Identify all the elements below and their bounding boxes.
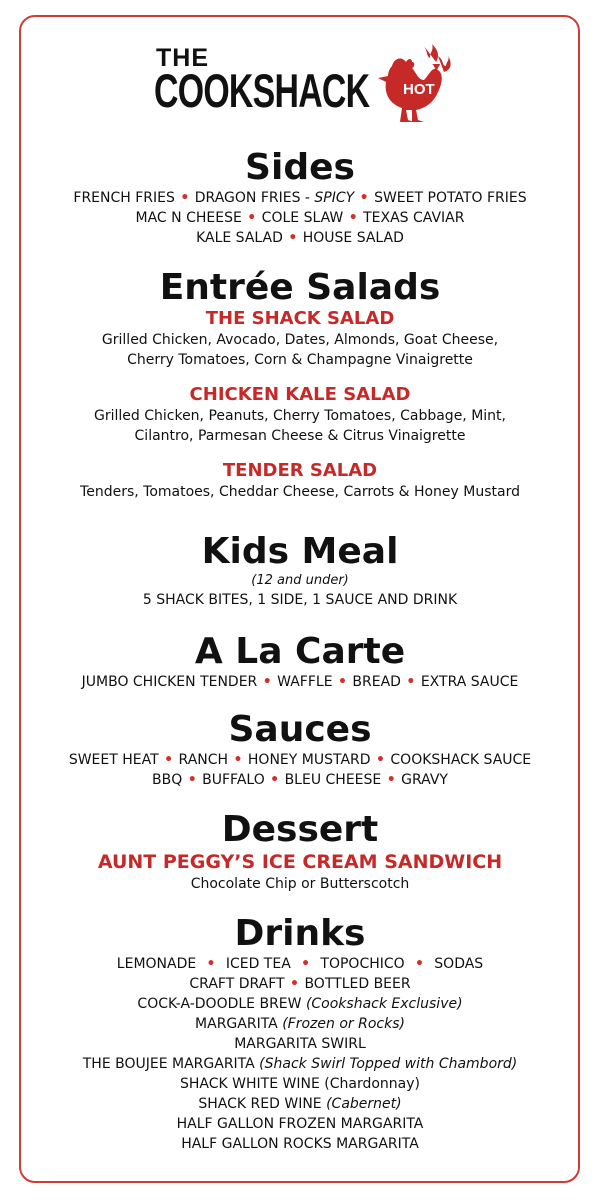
drink-note: (Frozen or Rocks) [282, 1016, 405, 1032]
section-dessert [20, 810, 580, 894]
menu-item: TEXAS CAVIAR [363, 210, 465, 226]
section-title: Kids Meal [201, 531, 399, 572]
drink-name: MARGARITA SWIRL [234, 1036, 366, 1052]
rooster-icon [372, 44, 452, 128]
menu-item: EXTRA SAUCE [420, 674, 519, 690]
drink-line [20, 1114, 580, 1134]
drink-line [20, 1034, 580, 1054]
drink-name: THE BOUJEE MARGARITA [82, 1056, 260, 1072]
kids-line: 5 SHACK BITES, 1 SIDE, 1 SAUCE AND DRINK [142, 592, 458, 608]
logo-name: COOKSHACK [154, 64, 370, 117]
drink-name: COCK-A-DOODLE BREW [137, 996, 306, 1012]
drinks-row-1: LEMONADE • ICED TEA • TOPOCHICO • SODAS [116, 956, 484, 972]
menu-item: SWEET HEAT [68, 752, 159, 768]
menu-item: JUMBO CHICKEN TENDER [81, 674, 258, 690]
menu-item: GRAVY [401, 772, 448, 788]
menu-item: RANCH [178, 752, 229, 768]
menu-item: CRAFT DRAFT [189, 976, 285, 992]
drink-line [20, 1134, 580, 1154]
drink-line [20, 994, 580, 1014]
drink-name: HALF GALLON ROCKS MARGARITA [181, 1136, 419, 1152]
drink-name: SHACK WHITE WINE [180, 1076, 325, 1092]
salad-desc: Grilled Chicken, Peanuts, Cherry Tomatoes, Cabbage, Mint, [94, 408, 506, 424]
drink-line [20, 1014, 580, 1034]
drink-name: SHACK RED WINE [198, 1096, 327, 1112]
section-title: A La Carte [194, 631, 406, 672]
dessert-name: AUNT PEGGY’S ICE CREAM SANDWICH [97, 851, 503, 873]
menu-item: BUFFALO [202, 772, 265, 788]
salad-desc: Cherry Tomatoes, Corn & Champagne Vinaigrette [127, 352, 473, 368]
menu-item: COOKSHACK SAUCE [390, 752, 532, 768]
menu-item: ICED TEA [225, 956, 291, 972]
dessert-desc: Chocolate Chip or Butterscotch [190, 876, 410, 892]
menu-item-note: SPICY [314, 190, 355, 206]
section-drinks [20, 914, 580, 1154]
a-la-carte-row: JUMBO CHICKEN TENDER • WAFFLE • BREAD • EXTRA SAUCE [81, 674, 519, 690]
section-title: Drinks [234, 913, 366, 954]
drink-note: (Chardonnay) [324, 1076, 420, 1092]
logo-hot: HOT [403, 81, 435, 98]
drink-note: (Cabernet) [326, 1096, 402, 1112]
menu-item: BBQ [152, 772, 183, 788]
section-title: Sides [245, 147, 355, 188]
salad-desc: Cilantro, Parmesan Cheese & Citrus Vinaigrette [134, 428, 466, 444]
menu-item: DRAGON FRIES - [194, 190, 315, 206]
salad-name: TENDER SALAD [222, 460, 378, 481]
section-title: Dessert [221, 809, 379, 850]
salad-name: CHICKEN KALE SALAD [189, 384, 411, 405]
drink-note: (Shack Swirl Topped with Chambord) [259, 1056, 518, 1072]
menu-item: BOTTLED BEER [304, 976, 411, 992]
logo-the: THE [156, 44, 209, 72]
section-a-la-carte [20, 632, 580, 692]
section-kids-meal [20, 532, 580, 610]
drink-line [20, 1074, 580, 1094]
section-entree-salads [20, 268, 580, 502]
menu-item: TOPOCHICO [320, 956, 405, 972]
menu-item: MAC N CHEESE [135, 210, 242, 226]
drink-name: HALF GALLON FROZEN MARGARITA [176, 1116, 424, 1132]
sauces-row-2: BBQ • BUFFALO • BLEU CHEESE • GRAVY [152, 772, 448, 788]
menu-item: HOUSE SALAD [302, 230, 404, 246]
drinks-row-2: CRAFT DRAFT • BOTTLED BEER [189, 976, 411, 992]
menu-item: LEMONADE [116, 956, 197, 972]
drink-note: (Cookshack Exclusive) [305, 996, 463, 1012]
sauces-row-1: SWEET HEAT • RANCH • HONEY MUSTARD • COOKSHACK SAUCE [68, 752, 532, 768]
salad-name: THE SHACK SALAD [205, 308, 395, 329]
menu-item: SODAS [434, 956, 484, 972]
menu-item: WAFFLE [277, 674, 333, 690]
section-title: Sauces [228, 709, 372, 750]
drink-line [20, 1054, 580, 1074]
section-sides [20, 148, 580, 248]
salad-desc: Grilled Chicken, Avocado, Dates, Almonds, Goat Cheese, [101, 332, 499, 348]
cookshack-logo [150, 40, 450, 130]
section-sauces [20, 710, 580, 790]
drink-name: MARGARITA [195, 1016, 283, 1032]
menu-item: KALE SALAD [196, 230, 283, 246]
drink-line [20, 1094, 580, 1114]
menu-item: COLE SLAW [261, 210, 344, 226]
sides-row-2: MAC N CHEESE • COLE SLAW • TEXAS CAVIAR [135, 210, 465, 226]
kids-note: (12 and under) [251, 573, 349, 588]
menu-item: FRENCH FRIES [73, 190, 175, 206]
sides-row-3: KALE SALAD • HOUSE SALAD [196, 230, 404, 246]
section-title: Entrée Salads [159, 267, 441, 308]
menu-item: BREAD [352, 674, 401, 690]
menu-item: SWEET POTATO FRIES [374, 190, 527, 206]
menu-item: BLEU CHEESE [284, 772, 382, 788]
sides-row-1: FRENCH FRIES • DRAGON FRIES - SPICY • SWEET POTATO FRIES [73, 190, 527, 206]
salad-desc: Tenders, Tomatoes, Cheddar Cheese, Carrots & Honey Mustard [80, 484, 520, 500]
menu-item: HONEY MUSTARD [247, 752, 371, 768]
